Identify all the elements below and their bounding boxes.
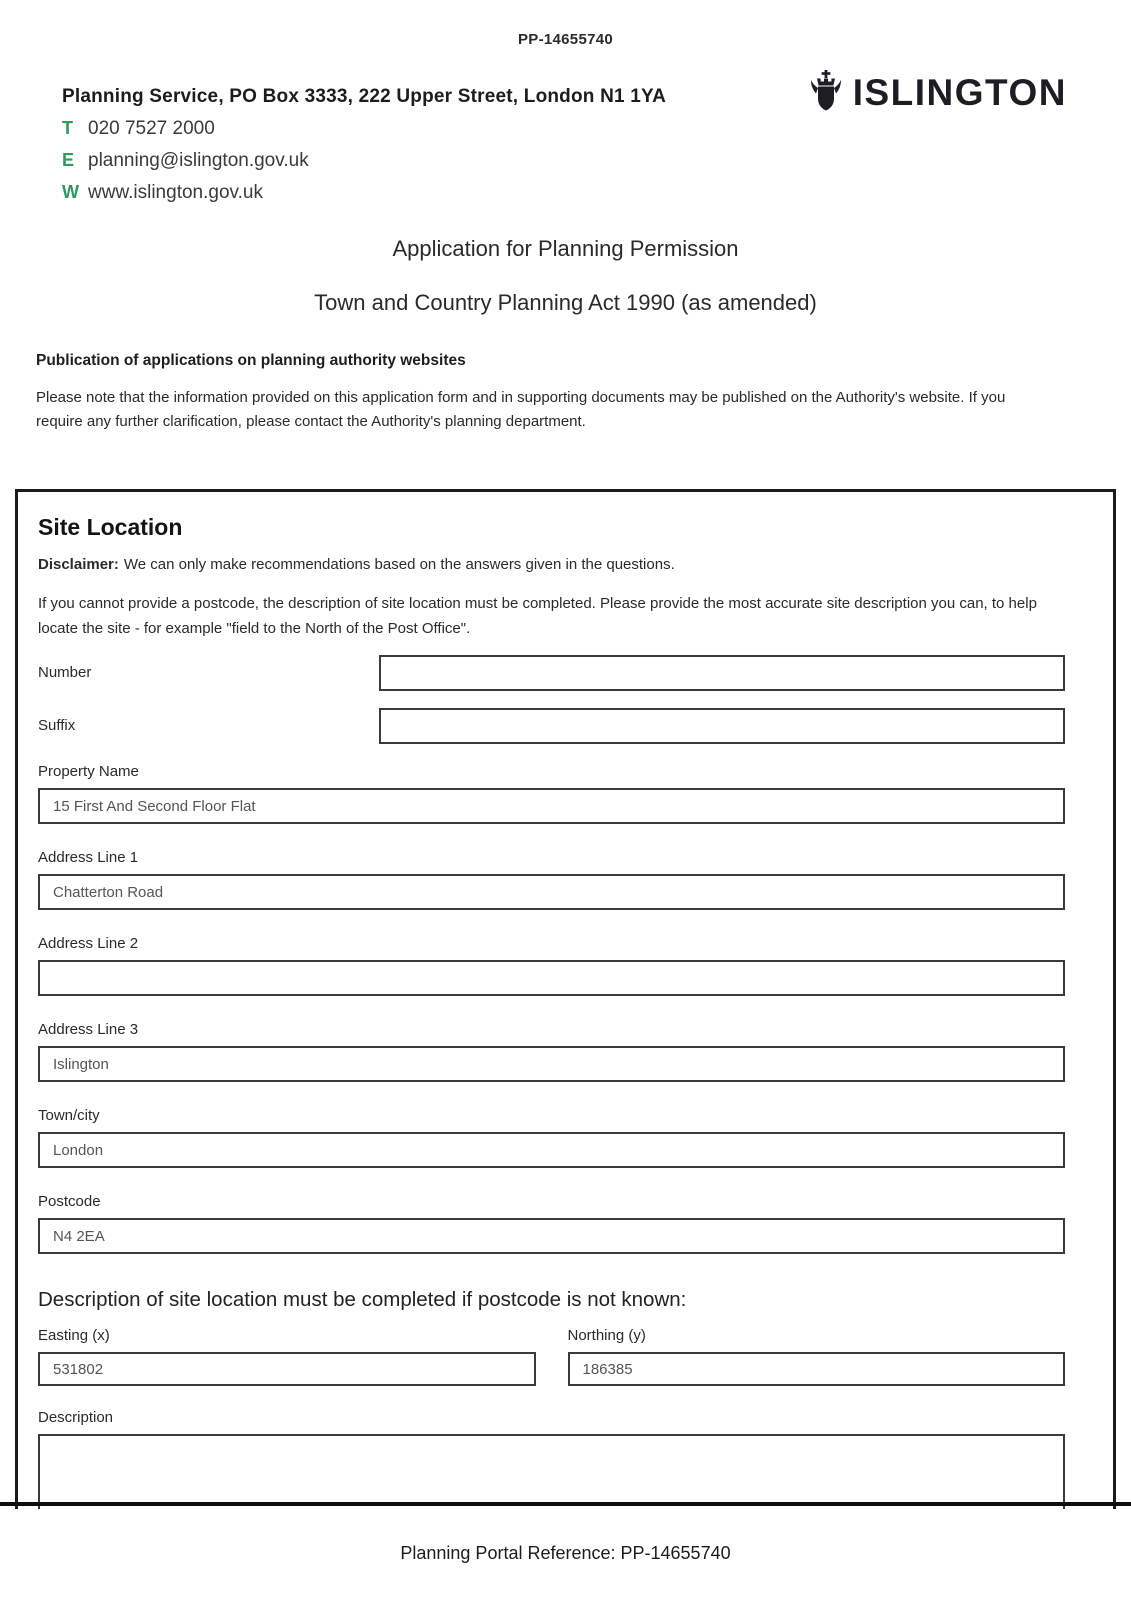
islington-logo [808,70,1067,116]
address-line-2-label: Address Line 2 [38,935,139,952]
northing-field [568,1326,1066,1386]
address-line-2-input[interactable] [38,960,1065,996]
site-location-instructions: If you cannot provide a postcode, the description of site location must be completed. Please provide the most accurate site description you can, to help locate the site - for example "field to the North of the Post Office". [38,595,1037,637]
number-field-row [38,655,1065,691]
address-line-1-input[interactable] [38,874,1065,910]
address-line-3-field [38,1020,1065,1082]
email-prefix: E [62,150,75,170]
header [62,70,1067,204]
easting-field [38,1326,536,1386]
email-line [62,150,666,172]
address-line-1-label: Address Line 1 [38,849,139,866]
publication-note: Please note that the information provided on this application form and in supporting documents may be published on the Authority's website. If you require any further clarification, please contact the Authority's planning department. [36,389,1006,430]
disclaimer-label: Disclaimer: [38,556,119,573]
suffix-input[interactable] [379,708,1065,744]
address-line-3-input[interactable] [38,1046,1065,1082]
description-field [38,1408,1065,1509]
telephone-prefix: T [62,118,73,138]
postcode-input[interactable] [38,1218,1065,1254]
easting-input[interactable] [38,1352,536,1386]
postcode-label: Postcode [38,1193,101,1210]
postcode-field [38,1192,1065,1254]
northing-input[interactable] [568,1352,1066,1386]
islington-crest-icon [808,70,844,116]
website-url: www.islington.gov.uk [88,182,263,203]
property-name-input[interactable] [38,788,1065,824]
planning-portal-reference: Planning Portal Reference: PP-14655740 [400,1543,731,1563]
service-address: Planning Service, PO Box 3333, 222 Upper Street, London N1 1YA [62,86,667,107]
town-city-label: Town/city [38,1107,100,1124]
form-subtitle: Town and Country Planning Act 1990 (as amended) [314,290,817,315]
site-location-section [15,489,1116,1509]
description-section-heading: Description of site location must be completed if postcode is not known: [38,1288,687,1311]
header-contact-block [62,70,666,204]
town-city-input[interactable] [38,1132,1065,1168]
telephone-line [62,118,666,140]
address-line-2-field [38,934,1065,996]
website-prefix: W [62,182,79,202]
website-line [62,182,666,204]
form-title: Application for Planning Permission [392,236,739,261]
site-location-heading: Site Location [38,514,183,540]
address-line-1-field [38,848,1065,910]
town-city-field [38,1106,1065,1168]
coordinates-row [38,1326,1065,1386]
page-reference: PP-14655740 [517,31,614,48]
number-input[interactable] [379,655,1065,691]
number-label: Number [38,664,92,681]
email-address: planning@islington.gov.uk [88,150,309,171]
disclaimer [38,556,1065,573]
property-name-label: Property Name [38,763,139,780]
property-name-field [38,762,1065,824]
description-textarea[interactable] [38,1434,1065,1509]
publication-heading: Publication of applications on planning authority websites [36,352,466,369]
description-label: Description [38,1409,114,1426]
easting-label: Easting (x) [38,1327,110,1344]
telephone-number: 020 7527 2000 [88,118,215,139]
page-bottom-rule [0,1502,1131,1506]
disclaimer-text: We can only make recommendations based on the answers given in the questions. [123,556,675,573]
northing-label: Northing (y) [567,1327,646,1344]
suffix-label: Suffix [38,717,76,734]
address-line-3-label: Address Line 3 [38,1021,139,1038]
suffix-field-row [38,708,1065,744]
islington-logo-text: ISLINGTON [852,72,1067,113]
